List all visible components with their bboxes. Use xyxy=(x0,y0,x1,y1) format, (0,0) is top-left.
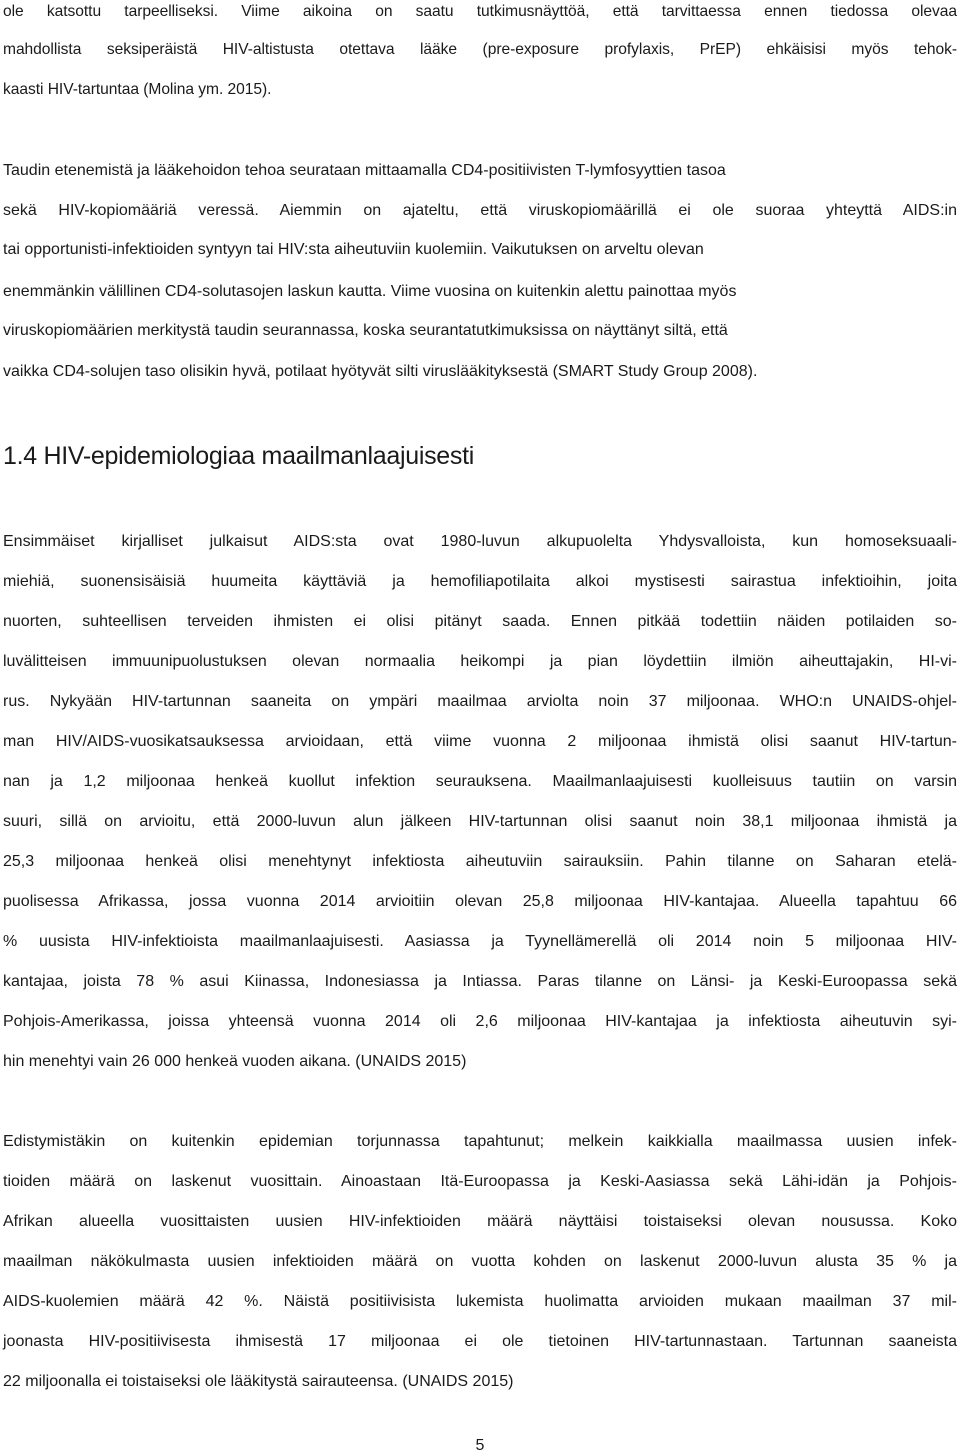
text-line: % uusista HIV-infektioista maailmanlaajuisesti. Aasiassa ja Tyynellämerellä oli 2014 noin 5 miljoonaa HIV- xyxy=(3,933,957,950)
text-line: sekä HIV-kopiomääriä veressä. Aiemmin on ajateltu, että viruskopiomäärillä ei ole suoraa yhteyttä AIDS:in xyxy=(3,202,957,219)
text-line: Ensimmäiset kirjalliset julkaisut AIDS:sta ovat 1980-luvun alkupuolelta Yhdysvalloista, kun homoseksuaali- xyxy=(3,533,957,550)
text-line: maailman näkökulmasta uusien infektioiden määrä on vuotta kohden on laskenut 2000-luvun alusta 35 % ja xyxy=(3,1253,957,1270)
text-line: Pohjois-Amerikassa, joissa yhteensä vuonna 2014 oli 2,6 miljoonaa HIV-kantajaa ja infektiosta aiheutuvin syi- xyxy=(3,1013,957,1030)
page-number: 5 xyxy=(475,1437,485,1454)
text-line: tioiden määrä on laskenut vuosittain. Ainoastaan Itä-Euroopassa ja Keski-Aasiassa sekä Lähi-idän ja Pohjois- xyxy=(3,1173,957,1190)
text-line: ole katsottu tarpeelliseksi. Viime aikoina on saatu tutkimusnäyttöä, että tarvittaessa ennen tiedossa olevaa xyxy=(3,3,957,20)
text-line: rus. Nykyään HIV-tartunnan saaneita on ympäri maailmaa arviolta noin 37 miljoonaa. WHO:n UNAIDS-ohjel- xyxy=(3,693,957,710)
text-line: AIDS-kuolemien määrä 42 %. Näistä positiivisista lukemista huolimatta arvioiden mukaan maailman 37 mil- xyxy=(3,1293,957,1310)
text-line: vaikka CD4-solujen taso olisikin hyvä, potilaat hyötyvät silti viruslääkityksestä (SMART Study Group 2008). xyxy=(3,363,758,380)
text-line: luvälitteisen immuunipuolustuksen olevan normaalia heikompi ja pian löydettiin ilmiön aiheuttajakin, HI-vi- xyxy=(3,653,957,670)
section-heading: 1.4 HIV-epidemiologiaa maailmanlaajuisesti xyxy=(3,442,474,470)
text-line: 25,3 miljoonaa henkeä olisi menehtynyt infektiosta aiheutuviin sairauksiin. Pahin tilanne on Saharan etelä- xyxy=(3,853,957,870)
text-line: man HIV/AIDS-vuosikatsauksessa arvioidaan, että viime vuonna 2 miljoonaa ihmistä olisi saanut HIV-tartun- xyxy=(3,733,957,750)
text-line: Afrikan alueella vuosittaisten uusien HIV-infektioiden määrä näyttäisi toistaiseksi olevan nousussa. Koko xyxy=(3,1213,957,1230)
text-line: enemmänkin välillinen CD4-solutasojen laskun kautta. Viime vuosina on kuitenkin alettu painottaa myös xyxy=(3,283,737,300)
text-line: kaasti HIV-tartuntaa (Molina ym. 2015). xyxy=(3,81,272,98)
text-line: suuri, sillä on arvioitu, että 2000-luvun alun jälkeen HIV-tartunnan olisi saanut noin 38,1 miljoonaa ihmistä ja xyxy=(3,813,957,830)
text-line: joonasta HIV-positiivisesta ihmisestä 17 miljoonaa ei ole tietoinen HIV-tartunnastaan. Tartunnan saaneista xyxy=(3,1333,957,1350)
text-line: hin menehtyi vain 26 000 henkeä vuoden aikana. (UNAIDS 2015) xyxy=(3,1053,467,1070)
text-line: tai opportunisti-infektioiden syntyyn tai HIV:sta aiheutuviin kuolemiin. Vaikutuksen on arveltu olevan xyxy=(3,241,704,258)
text-line: miehiä, suonensisäisiä huumeita käyttäviä ja hemofiliapotilaita alkoi mystisesti sairastua infektioihin, joita xyxy=(3,573,957,590)
text-line: nuorten, suhteellisen terveiden ihmisten ei olisi pitänyt saada. Ennen pitkää todettiin näiden potilaiden so- xyxy=(3,613,957,630)
text-line: kantajaa, joista 78 % asui Kiinassa, Indonesiassa ja Intiassa. Paras tilanne on Länsi- ja Keski-Euroopassa sekä xyxy=(3,973,957,990)
text-line: nan ja 1,2 miljoonaa henkeä kuollut infektion seurauksena. Maailmanlaajuisesti kuolleisuus tautiin on varsin xyxy=(3,773,957,790)
text-line: mahdollista seksiperäistä HIV-altistusta otettava lääke (pre-exposure profylaxis, PrEP) ehkäisisi myös tehok- xyxy=(3,41,957,58)
text-line: Taudin etenemistä ja lääkehoidon tehoa seurataan mittaamalla CD4-positiivisten T-lymfosyyttien tasoa xyxy=(3,162,726,179)
text-line: puolisessa Afrikassa, jossa vuonna 2014 arvioitiin olevan 25,8 miljoonaa HIV-kantajaa. Alueella tapahtuu 66 xyxy=(3,893,957,910)
text-line: viruskopiomäärien merkitystä taudin seurannassa, koska seurantatutkimuksissa on näyttänyt siltä, että xyxy=(3,322,728,339)
text-line: Edistymistäkin on kuitenkin epidemian torjunnassa tapahtunut; melkein kaikkialla maailmassa uusien infek- xyxy=(3,1133,957,1150)
text-line: 22 miljoonalla ei toistaiseksi ole lääkitystä sairauteensa. (UNAIDS 2015) xyxy=(3,1373,514,1390)
